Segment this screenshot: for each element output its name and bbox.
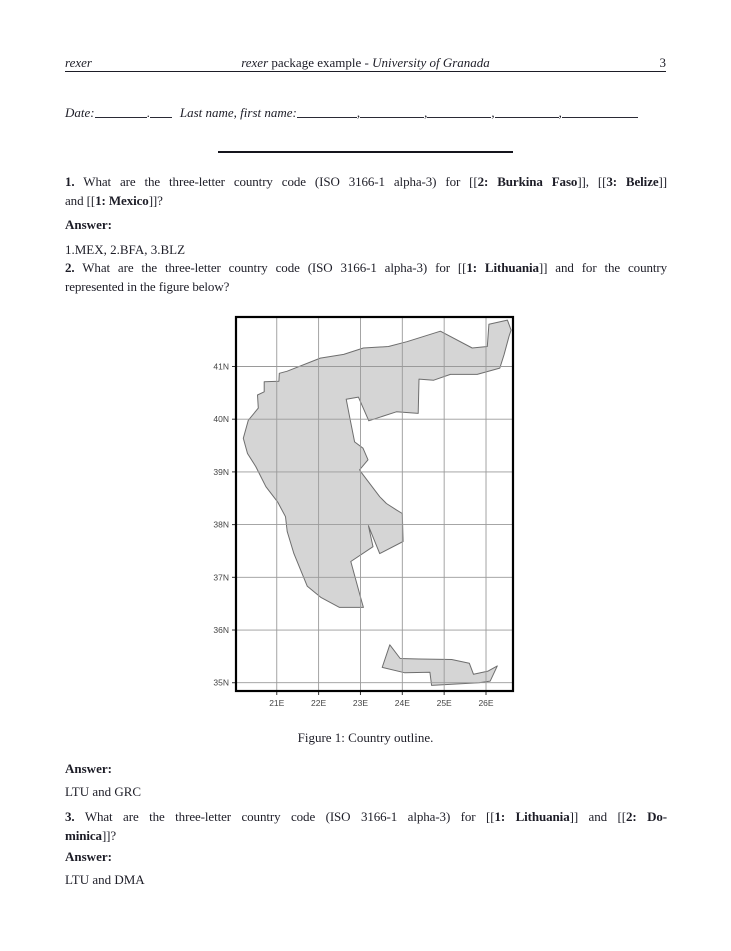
- header-center-text: package example -: [268, 55, 373, 70]
- y-tick-label: 38N: [213, 519, 229, 530]
- question-text-bold: 1: Lithuania: [494, 809, 570, 824]
- question-text-bold: 3: Belize: [606, 174, 659, 189]
- date-underline: [95, 105, 147, 118]
- question-line: [65, 191, 667, 210]
- question-text: ]]?: [101, 828, 117, 843]
- header-center-rexer: rexer: [241, 55, 269, 70]
- y-tick-label: 35N: [213, 677, 229, 688]
- comma: ,: [558, 105, 562, 120]
- y-tick-label: 41N: [213, 361, 229, 372]
- y-tick-label: 40N: [213, 414, 229, 425]
- answer-value: 1.MEX, 2.BFA, 3.BLZ: [65, 242, 186, 257]
- date-label: Date:: [65, 105, 95, 120]
- question-2: [65, 258, 667, 296]
- header-rule: [65, 71, 666, 72]
- question-text-bold: 2.: [65, 260, 75, 275]
- question-line: [65, 807, 667, 826]
- question-text: and [[: [65, 193, 96, 208]
- question-3-lines: [65, 807, 667, 845]
- x-tick-label: 24E: [394, 698, 410, 708]
- question-text: What are the three-letter country code (ISO 3166-1 alpha-3) for [[: [74, 174, 478, 189]
- question-text-bold: 1: Mexico: [95, 193, 149, 208]
- question-text: ]]: [658, 174, 667, 189]
- name-underline-segment: [360, 105, 424, 118]
- answer-value: LTU and GRC: [65, 784, 142, 799]
- question-text-bold: 2: Do-: [625, 809, 667, 824]
- country-polygon-mainland: [243, 320, 511, 607]
- header-center-university: University of Granada: [372, 55, 490, 70]
- x-tick-label: 21E: [269, 698, 285, 708]
- question-text-bold: 2: Burkina Faso: [477, 174, 578, 189]
- comma: ,: [424, 105, 428, 120]
- x-tick-label: 25E: [436, 698, 452, 708]
- name-underline-segment: [562, 105, 638, 118]
- answer-label: Answer:: [65, 849, 112, 864]
- question-text: represented in the figure below?: [65, 279, 230, 294]
- question-text: What are the three-letter country code (ISO 3166-1 alpha-3) for [[: [74, 260, 467, 275]
- question-line: [65, 826, 667, 845]
- name-underline-segment: [427, 105, 491, 118]
- question-1: [65, 172, 667, 259]
- question-text: ]] and [[: [569, 809, 626, 824]
- name-underline-segment: [297, 105, 357, 118]
- question-text: What are the three-letter country code (ISO 3166-1 alpha-3) for [[: [74, 809, 495, 824]
- comma: ,: [356, 105, 361, 120]
- question-text-bold: 1.: [65, 174, 75, 189]
- answer-label: Answer:: [65, 761, 112, 776]
- x-tick-label: 26E: [478, 698, 494, 708]
- question-line: [65, 258, 667, 277]
- name-underline-segment: [495, 105, 559, 118]
- separator-dot: .: [146, 105, 150, 120]
- question-text-bold: 1: Lithuania: [466, 260, 539, 275]
- answer-label: Answer:: [65, 217, 112, 232]
- question-line: [65, 172, 667, 191]
- header-running-title: rexer: [65, 55, 92, 70]
- figure-caption: Figure 1: Country outline.: [297, 730, 434, 745]
- comma: ,: [491, 105, 495, 120]
- country-polygon-crete: [382, 645, 497, 686]
- question-text-bold: minica: [65, 828, 102, 843]
- name-label: Last name, first name:: [179, 105, 297, 120]
- question-text: ]] and for the country: [538, 260, 667, 275]
- center-rule: [218, 151, 513, 153]
- header-center-title: [65, 54, 666, 72]
- y-tick-label: 36N: [213, 625, 229, 636]
- date-name-line: [65, 104, 666, 123]
- question-2-lines: [65, 258, 667, 296]
- question-1-lines: [65, 172, 667, 210]
- y-tick-label: 37N: [213, 572, 229, 583]
- x-tick-label: 23E: [352, 698, 369, 708]
- page-number: 3: [659, 55, 666, 70]
- date-underline-2: [150, 105, 172, 118]
- question-text: ]], [[: [577, 174, 607, 189]
- question-line: [65, 277, 667, 296]
- header: [65, 54, 666, 72]
- question-text: ]]?: [148, 193, 163, 208]
- country-outline-figure: [196, 310, 530, 712]
- answer-value: LTU and DMA: [65, 872, 145, 887]
- x-tick-label: 22E: [311, 698, 327, 708]
- question-text-bold: 3.: [65, 809, 75, 824]
- y-tick-label: 39N: [213, 466, 229, 477]
- question-3: [65, 807, 667, 889]
